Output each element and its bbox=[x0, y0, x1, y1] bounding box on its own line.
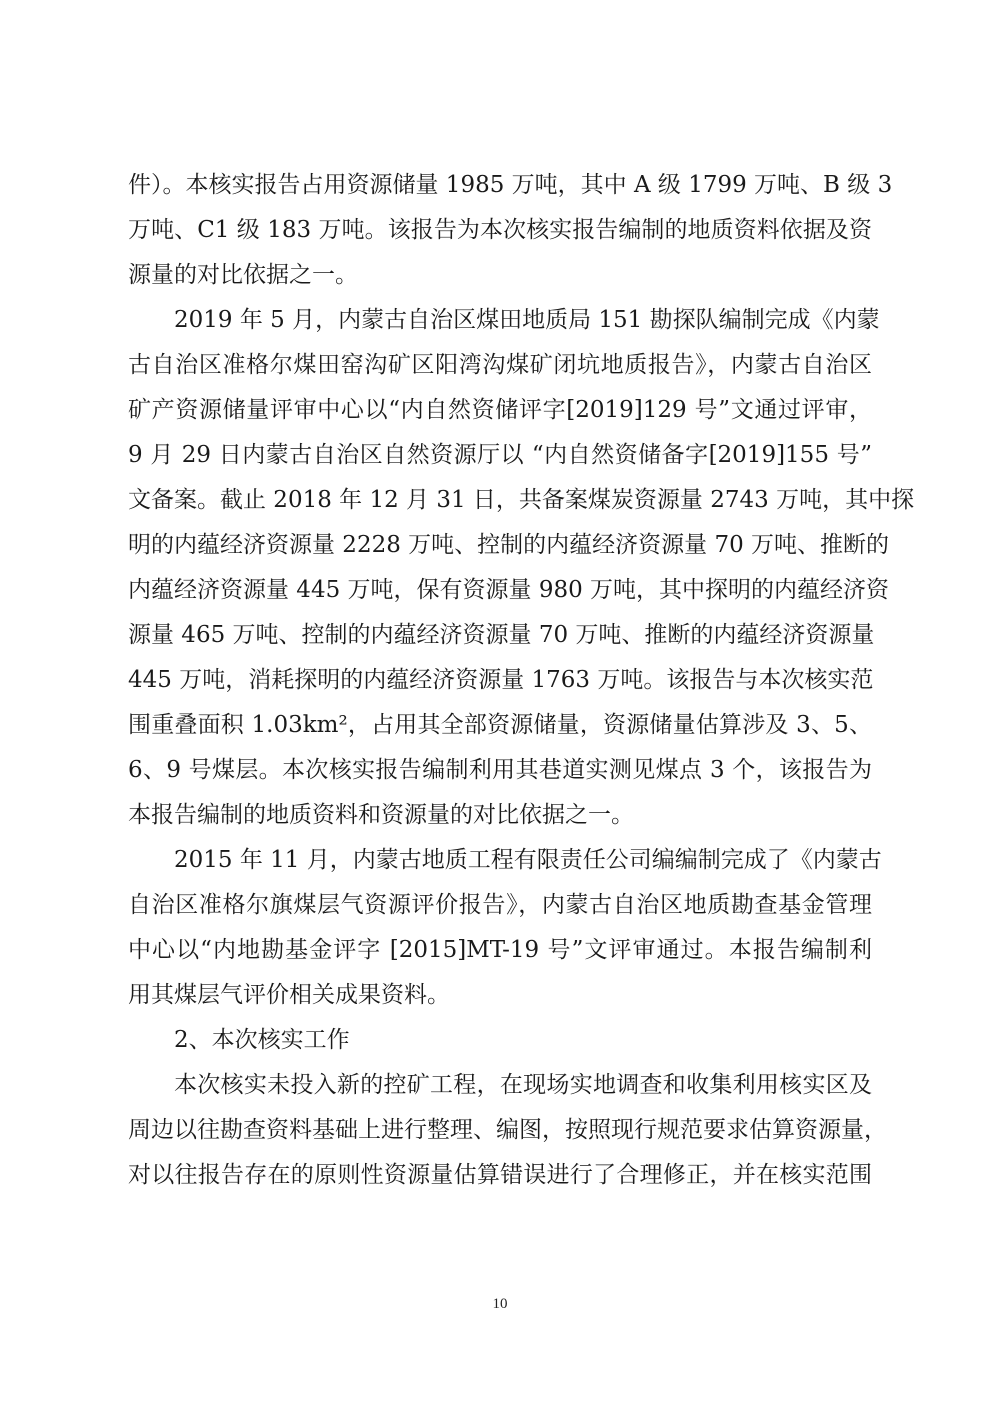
text-line: 件）。本核实报告占用资源储量 1985 万吨，其中 A 级 1799 万吨、B 级 3 bbox=[128, 172, 893, 198]
text-line: 围重叠面积 1.03km²，占用其全部资源储量，资源储量估算涉及 3、5、 bbox=[128, 712, 872, 738]
section-heading: 2、本次核实工作 bbox=[174, 1027, 350, 1053]
text-line: 2015 年 11 月，内蒙古地质工程有限责任公司编编制完成了《内蒙古 bbox=[174, 847, 882, 873]
text-line: 矿产资源储量评审中心以“内自然资储评字[2019]129 号”文通过评审， bbox=[128, 397, 872, 423]
text-line: 6、9 号煤层。本次核实报告编制利用其巷道实测见煤点 3 个，该报告为 bbox=[128, 757, 872, 783]
text-line: 万吨、C1 级 183 万吨。该报告为本次核实报告编制的地质资料依据及资 bbox=[128, 217, 872, 243]
text-line: 源量 465 万吨、控制的内蕴经济资源量 70 万吨、推断的内蕴经济资源量 bbox=[128, 622, 875, 648]
text-line: 对以往报告存在的原则性资源量估算错误进行了合理修正，并在核实范围 bbox=[128, 1162, 872, 1188]
text-line: 本报告编制的地质资料和资源量的对比依据之一。 bbox=[128, 802, 634, 828]
text-line: 明的内蕴经济资源量 2228 万吨、控制的内蕴经济资源量 70 万吨、推断的 bbox=[128, 532, 890, 558]
text-line: 中心以“内地勘基金评字 [2015]MT-19 号”文评审通过。本报告编制利 bbox=[128, 937, 872, 963]
text-line: 内蕴经济资源量 445 万吨，保有资源量 980 万吨，其中探明的内蕴经济资 bbox=[128, 577, 890, 603]
text-line: 古自治区准格尔煤田窑沟矿区阳湾沟煤矿闭坑地质报告》，内蒙古自治区 bbox=[128, 352, 872, 378]
text-line: 2019 年 5 月，内蒙古自治区煤田地质局 151 勘探队编制完成《内蒙 bbox=[174, 307, 880, 333]
page-number: 10 bbox=[492, 1296, 508, 1312]
text-line: 周边以往勘查资料基础上进行整理、编图，按照现行规范要求估算资源量， bbox=[128, 1117, 887, 1143]
document-body bbox=[128, 163, 915, 1198]
text-line: 本次核实未投入新的控矿工程，在现场实地调查和收集利用核实区及 bbox=[174, 1072, 872, 1098]
text-line: 源量的对比依据之一。 bbox=[128, 262, 358, 288]
text-line: 自治区准格尔旗煤层气资源评价报告》，内蒙古自治区地质勘查基金管理 bbox=[128, 892, 872, 918]
text-line: 445 万吨，消耗探明的内蕴经济资源量 1763 万吨。该报告与本次核实范 bbox=[128, 667, 874, 693]
text-line: 用其煤层气评价相关成果资料。 bbox=[128, 982, 450, 1008]
text-line: 9 月 29 日内蒙古自治区自然资源厅以 “内自然资储备字[2019]155 号” bbox=[128, 442, 872, 468]
text-line: 文备案。截止 2018 年 12 月 31 日，共备案煤炭资源量 2743 万吨，其中探 bbox=[128, 487, 915, 513]
